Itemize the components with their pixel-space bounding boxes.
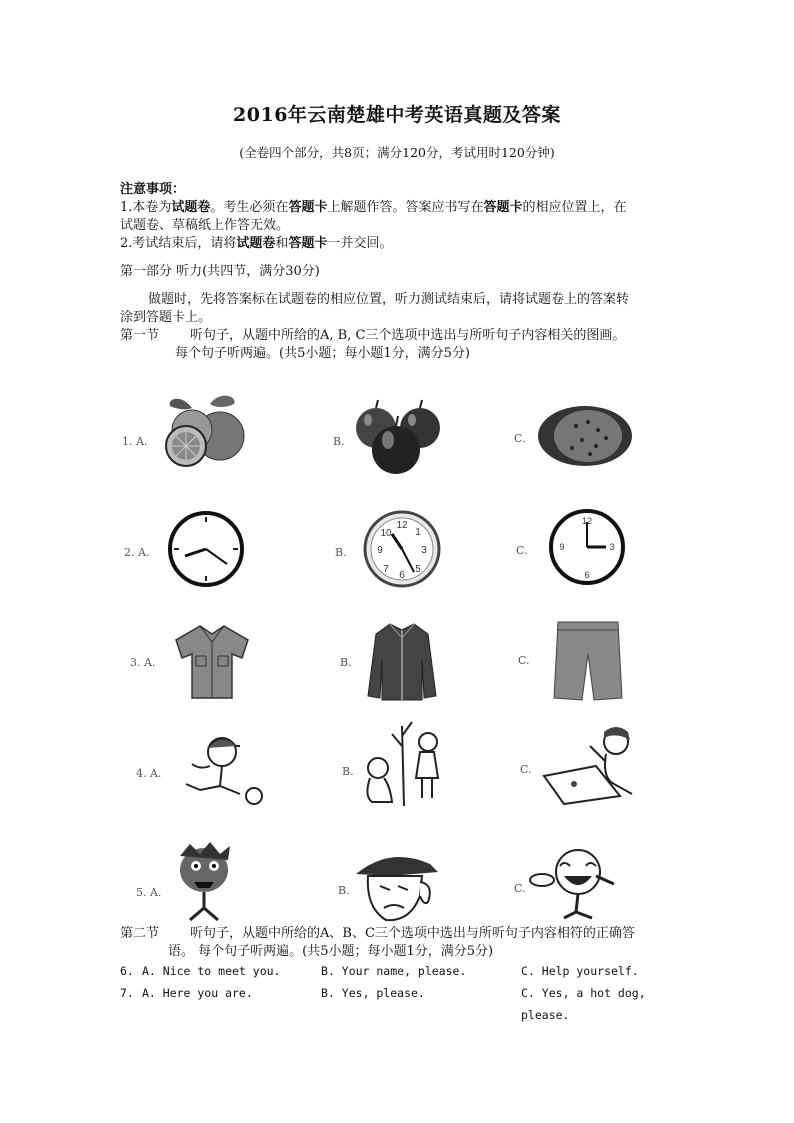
q4-label: 4. A. <box>136 767 162 780</box>
notice-text: 1.本卷为 <box>120 200 172 215</box>
svg-text:9: 9 <box>559 542 565 552</box>
svg-text:10: 10 <box>380 528 392 539</box>
part1-instruction: 做题时，先将答案标在试题卷的相应位置，听力测试结束后，请将试题卷上的答案转 <box>148 292 630 307</box>
option-b-label: B. <box>335 546 347 559</box>
notice-text: 的相应位置上，在 <box>522 200 627 215</box>
section2-label: 第二节 <box>120 926 160 941</box>
svg-text:1: 1 <box>415 527 421 538</box>
girl-drawing-icon <box>540 722 640 806</box>
notice-text: 。考生必须在 <box>210 200 289 215</box>
kids-tree-icon <box>358 716 450 808</box>
option-c-label: C. <box>520 763 532 776</box>
option-b: B. Your name, please. <box>321 964 467 978</box>
section1-instruction-2: 每个句子听两遍。(共5小题；每小题1分，满分5分) <box>175 346 470 361</box>
section2-instruction-2: 语。 每个句子听两遍。(共5小题；每小题1分，满分5分) <box>168 944 494 959</box>
notice-item-1-line2: 试题卷、草稿纸上作答无效。 <box>120 218 290 233</box>
notice-item-1 <box>120 198 680 218</box>
clock-icon <box>362 510 442 588</box>
page-title: 2016年云南楚雄中考英语真题及答案 <box>233 104 561 126</box>
shirt-icon <box>172 622 252 702</box>
option-c-continued: please. <box>521 1008 570 1022</box>
option-c-label: C. <box>514 882 526 895</box>
option-b-label: B. <box>340 656 352 669</box>
clock-icon <box>548 508 626 586</box>
section1-instruction: 听句子，从题中所给的A, B, C三个选项中选出与所听句子内容相关的图画。 <box>190 328 626 343</box>
option-a: A. Nice to meet you. <box>142 964 281 978</box>
notice-bold: 答题卡 <box>288 200 328 215</box>
page-subtitle: (全卷四个部分，共8页；满分120分，考试用时120分钟) <box>239 145 555 160</box>
clock-icon <box>167 510 245 588</box>
svg-text:9: 9 <box>377 545 383 556</box>
laughing-face-icon <box>528 846 628 920</box>
notice-bold: 试题卷 <box>236 236 276 251</box>
option-c: C. Yes, a hot dog, <box>521 986 646 1000</box>
shorts-icon <box>552 618 624 702</box>
q2-label: 2. A. <box>124 546 150 559</box>
sad-face-icon <box>350 846 442 926</box>
option-c-label: C. <box>514 432 526 445</box>
notice-heading: 注意事项： <box>120 182 186 197</box>
option-c: C. Help yourself. <box>521 964 639 978</box>
option-b-label: B. <box>338 884 350 897</box>
question-number: 6. <box>120 964 134 978</box>
svg-text:6: 6 <box>399 570 405 581</box>
notice-item-2 <box>120 234 392 254</box>
svg-text:7: 7 <box>383 564 389 575</box>
notice-text: 一并交回。 <box>327 236 393 251</box>
notice-text: 2.考试结束后，请将 <box>120 236 237 251</box>
part1-heading: 第一部分 听力(共四节，满分30分) <box>120 264 320 279</box>
option-b-label: B. <box>333 435 345 448</box>
svg-text:12: 12 <box>581 516 593 526</box>
option-c-label: C. <box>518 654 530 667</box>
notice-bold: 答题卡 <box>483 200 523 215</box>
svg-text:12: 12 <box>396 520 408 531</box>
part1-instruction-2: 涂到答题卡上。 <box>120 310 212 325</box>
section2-instruction: 听句子，从题中所给的A、B、C三个选项中选出与所听句子内容相符的正确答 <box>190 926 635 941</box>
svg-text:5: 5 <box>415 564 421 575</box>
notice-text: 上解题作答。答案应书写在 <box>327 200 484 215</box>
option-c-label: C. <box>516 544 528 557</box>
q3-label: 3. A. <box>130 656 156 669</box>
notice-bold: 试题卷 <box>171 200 211 215</box>
option-b: B. Yes, please. <box>321 986 425 1000</box>
jacket-icon <box>366 620 438 702</box>
option-b-label: B. <box>342 765 354 778</box>
option-a: A. Here you are. <box>142 986 253 1000</box>
svg-text:3: 3 <box>421 545 427 556</box>
q5-label: 5. A. <box>136 886 162 899</box>
fruit-orange-icon <box>162 390 252 470</box>
q1-label: 1. A. <box>122 435 148 448</box>
question-number: 7. <box>120 986 134 1000</box>
notice-text: 和 <box>275 236 289 251</box>
notice-bold: 答题卡 <box>288 236 328 251</box>
svg-text:3: 3 <box>609 542 615 552</box>
boy-football-icon <box>170 730 266 808</box>
section1-label: 第一节 <box>120 328 160 343</box>
watermelon-icon <box>536 404 634 468</box>
apples-icon <box>348 398 448 480</box>
angry-face-icon <box>160 840 250 922</box>
svg-text:6: 6 <box>584 570 590 580</box>
